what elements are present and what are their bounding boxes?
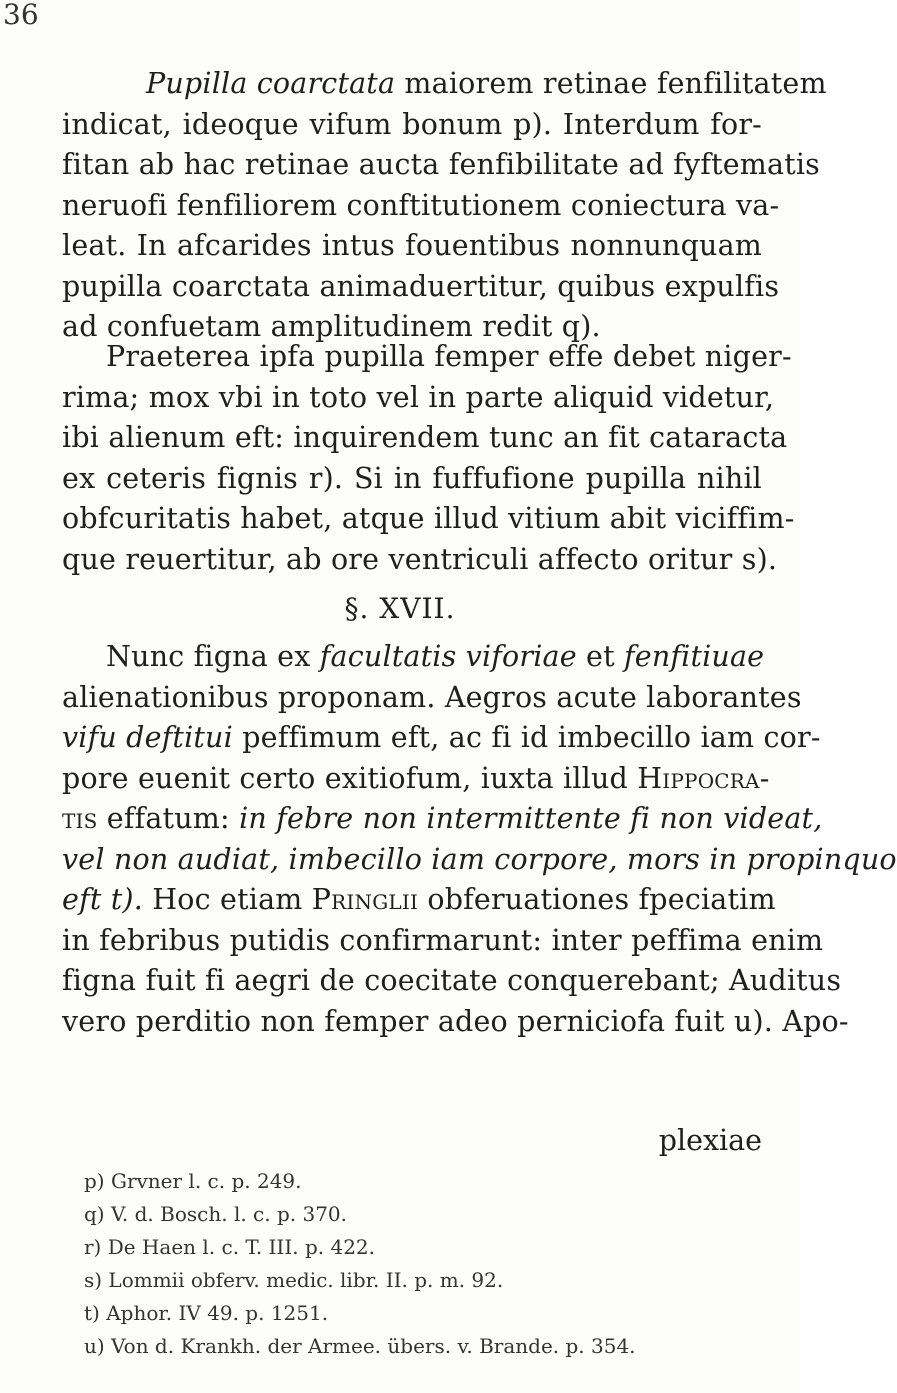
text-line: Pupilla coarctata maiorem retinae fenfilitatem — [146, 67, 827, 100]
footnote: q) V. d. Bosch. l. c. p. 370. — [84, 1202, 348, 1226]
text-line: Praeterea ipfa pupilla femper effe debet niger- — [106, 340, 792, 373]
catchword: plexiae — [658, 1124, 762, 1157]
section-heading: §. XVII. — [344, 592, 456, 625]
text-line: neruofi fenfiliorem conftitutionem coniectura va- — [62, 188, 780, 222]
footnote: r) De Haen l. c. T. III. p. 422. — [84, 1235, 375, 1259]
paragraph-nunc — [62, 637, 897, 1042]
text-line: rima; mox vbi in toto vel in parte aliquid videtur, — [62, 380, 775, 414]
page-number: 36 — [3, 0, 39, 31]
text-line: leat. In afcarides intus fouentibus nonnunquam — [62, 229, 762, 262]
footnote: t) Aphor. IV 49. p. 1251. — [84, 1301, 329, 1325]
text-line: figna fuit fi aegri de coecitate conquerebant; Auditus — [62, 964, 842, 997]
text-line: ibi alienum eft: inquirendem tunc an fit cataracta — [62, 421, 788, 454]
text-line: Nunc figna ex facultatis viforiae et fenfitiuae — [106, 640, 765, 673]
text-line: pupilla coarctata animaduertitur, quibus expulfis — [62, 269, 780, 303]
paragraph-pupilla — [62, 64, 827, 348]
text-line: eft t). Hoc etiam Pringlii obferuationes fpeciatim — [62, 883, 776, 916]
footnote: p) Grvner l. c. p. 249. — [84, 1169, 302, 1193]
text-line: que reuertitur, ab ore ventriculi affecto oritur s). — [62, 542, 778, 576]
text-line: in febribus putidis confirmarunt: inter peffima enim — [62, 923, 824, 957]
footnote: u) Von d. Krankh. der Armee. übers. v. Brande. p. 354. — [84, 1334, 636, 1358]
text-line: ad confuetam amplitudinem redit q). — [62, 310, 601, 343]
text-line: vero perditio non femper adeo perniciofa fuit u). Apo- — [62, 1004, 849, 1038]
text-line: ex ceteris fignis r). Si in fuffufione pupilla nihil — [62, 461, 762, 495]
text-line: obfcuritatis habet, atque illud vitium abit viciffim- — [62, 502, 795, 535]
text-line: pore euenit certo exitiofum, iuxta illud Hippocra- — [62, 761, 770, 795]
footnote: s) Lommii obferv. medic. libr. II. p. m. 92. — [84, 1268, 504, 1292]
footnotes — [84, 1165, 764, 1363]
text-line: vel non audiat, imbecillo iam corpore, mors in propinquo — [62, 842, 897, 876]
text-line: fitan ab hac retinae aucta fenfibilitate ad fyftematis — [62, 148, 820, 181]
paragraph-praeterea — [62, 337, 795, 580]
text-line: indicat, ideoque vifum bonum p). Interdum for- — [62, 107, 762, 141]
text-line: tis effatum: in febre non intermittente fi non videat, — [62, 802, 823, 835]
text-line: vifu deftitui peffimum eft, ac fi id imbecillo iam cor- — [62, 721, 821, 754]
text-line: alienationibus proponam. Aegros acute laborantes — [62, 680, 802, 714]
